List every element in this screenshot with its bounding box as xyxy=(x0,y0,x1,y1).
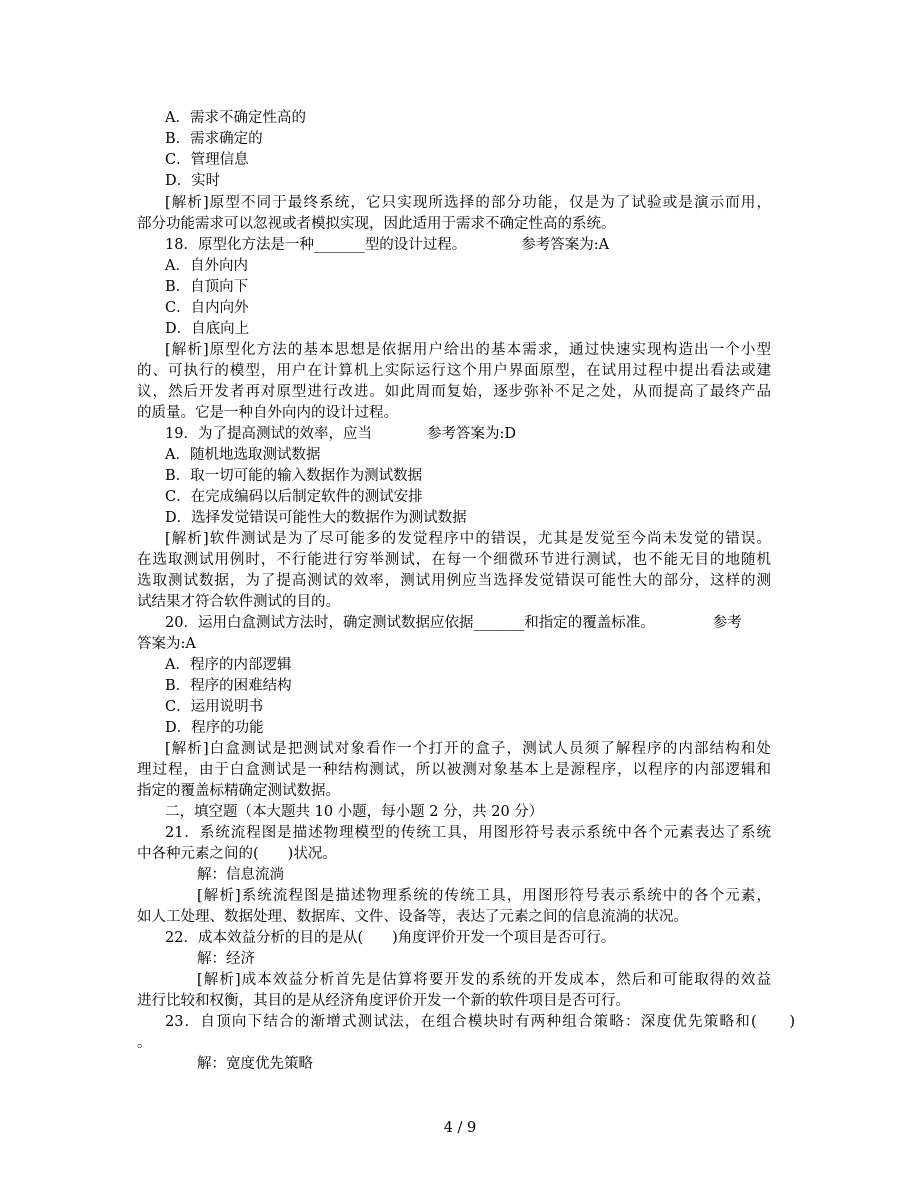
analysis-line: 议，然后开发者再对原型进行改进。如此周而复始，逐步弥补不足之处，从而提高了最终产品 xyxy=(137,384,771,400)
question-18 xyxy=(165,235,609,255)
option-a: A．需求不确定性高的 xyxy=(165,110,306,126)
analysis-line: 进行比较和权衡，其目的是从经济角度评价开发一个新的软件项目是否可行。 xyxy=(137,993,630,1009)
option-d: D．选择发觉错误可能性大的数据作为测试数据 xyxy=(165,510,467,526)
question-20 xyxy=(165,613,742,633)
question-text: 20．运用白盒测试方法时，确定测试数据应依据_______和指定的覆盖标准。 xyxy=(165,615,655,631)
question-text: 19．为了提高测试的效率，应当 xyxy=(165,426,372,442)
section-heading: 二，填空题（本大题共 10 小题，每小题 2 分，共 20 分） xyxy=(165,804,544,820)
option-c: C．管理信息 xyxy=(165,152,249,168)
question-22: 22．成本效益分析的目的是从( )角度评价开发一个项目是否可行。 xyxy=(165,930,616,946)
answer: 解：信息流淌 xyxy=(197,867,284,883)
answer: 解：经济 xyxy=(197,951,255,967)
option-b: B．取一切可能的输入数据作为测试数据 xyxy=(165,468,423,484)
option-c: C．运用说明书 xyxy=(165,699,264,715)
page-number: 4 / 9 xyxy=(443,1120,477,1136)
option-b: B．自顶向下 xyxy=(165,279,249,295)
analysis-line: 如人工处理、数据处理、数据库、文件、设备等，表达了元素之间的信息流淌的状况。 xyxy=(137,909,688,925)
reference-answer: 答案为:A xyxy=(137,636,196,652)
question-21-cont: 中各种元素之间的( )状况。 xyxy=(137,846,337,862)
analysis-line: 理过程，由于白盒测试是一种结构测试，所以被测对象基本上是源程序，以程序的内部逻辑和 xyxy=(137,762,771,778)
analysis-line: 在选取测试用例时，不行能进行穷举测试，在每一个细微环节进行测试，也不能无目的地随机 xyxy=(137,552,771,568)
option-b: B．需求确定的 xyxy=(165,131,263,147)
analysis-line: [解析]成本效益分析首先是估算将要开发的系统的开发成本，然后和可能取得的效益 xyxy=(197,972,771,988)
option-a: A．程序的内部逻辑 xyxy=(165,657,292,673)
analysis-line: 的、可执行的模型，用户在计算机上实际运行这个用户界面原型，在试用过程中提出看法或建 xyxy=(137,363,771,379)
analysis-line: 部分功能需求可以忽视或者模拟实现，因此适用于需求不确定性高的系统。 xyxy=(137,216,616,232)
analysis-line: 选取测试数据，为了提高测试的效率，测试用例应当选择发觉错误可能性大的部分，这样的测 xyxy=(137,573,771,589)
analysis-line: 的质量。它是一种自外向内的设计过程。 xyxy=(137,405,398,421)
reference-answer: 参考答案为:A xyxy=(521,237,610,253)
analysis-line: 指定的覆盖标精确定测试数据。 xyxy=(137,783,340,799)
question-19 xyxy=(165,424,516,444)
analysis-line: [解析]白盒测试是把测试对象看作一个打开的盒子，测试人员须了解程序的内部结构和处 xyxy=(165,741,771,757)
option-d: D．自底向上 xyxy=(165,321,250,337)
option-c: C．在完成编码以后制定软件的测试安排 xyxy=(165,489,423,505)
question-21: 21．系统流程图是描述物理模型的传统工具，用图形符号表示系统中各个元素表达了系统 xyxy=(165,825,771,841)
reference-answer: 参考答案为:D xyxy=(426,426,516,442)
analysis-line: [解析]原型化方法的基本思想是依据用户给出的基本需求，通过快速实现构造出一个小型 xyxy=(165,342,771,358)
analysis-line: [解析]软件测试是为了尽可能多的发觉程序中的错误，尤其是发觉至今尚未发觉的错误。 xyxy=(165,531,771,547)
option-d: D．实时 xyxy=(165,173,221,189)
option-a: A．自外向内 xyxy=(165,258,248,274)
analysis-line: [解析]原型不同于最终系统，它只实现所选择的部分功能，仅是为了试验或是演示而用， xyxy=(165,195,771,211)
analysis-line: [解析]系统流程图是描述物理系统的传统工具，用图形符号表示系统中的各个元素， xyxy=(197,888,771,904)
option-c: C．自内向外 xyxy=(165,300,249,316)
option-b: B．程序的困难结构 xyxy=(165,678,292,694)
option-d: D．程序的功能 xyxy=(165,720,264,736)
analysis-line: 试结果才符合软件测试的目的。 xyxy=(137,594,340,610)
question-23: 23．自顶向下结合的渐增式测试法，在组合模块时有两种组合策略：深度优先策略和( ) xyxy=(165,1014,795,1030)
question-23-cont: 。 xyxy=(137,1035,152,1051)
answer: 解：宽度优先策略 xyxy=(197,1056,313,1072)
question-text: 18．原型化方法是一种_______型的设计过程。 xyxy=(165,237,467,253)
reference-answer: 参考 xyxy=(712,615,742,631)
option-a: A．随机地选取测试数据 xyxy=(165,447,321,463)
